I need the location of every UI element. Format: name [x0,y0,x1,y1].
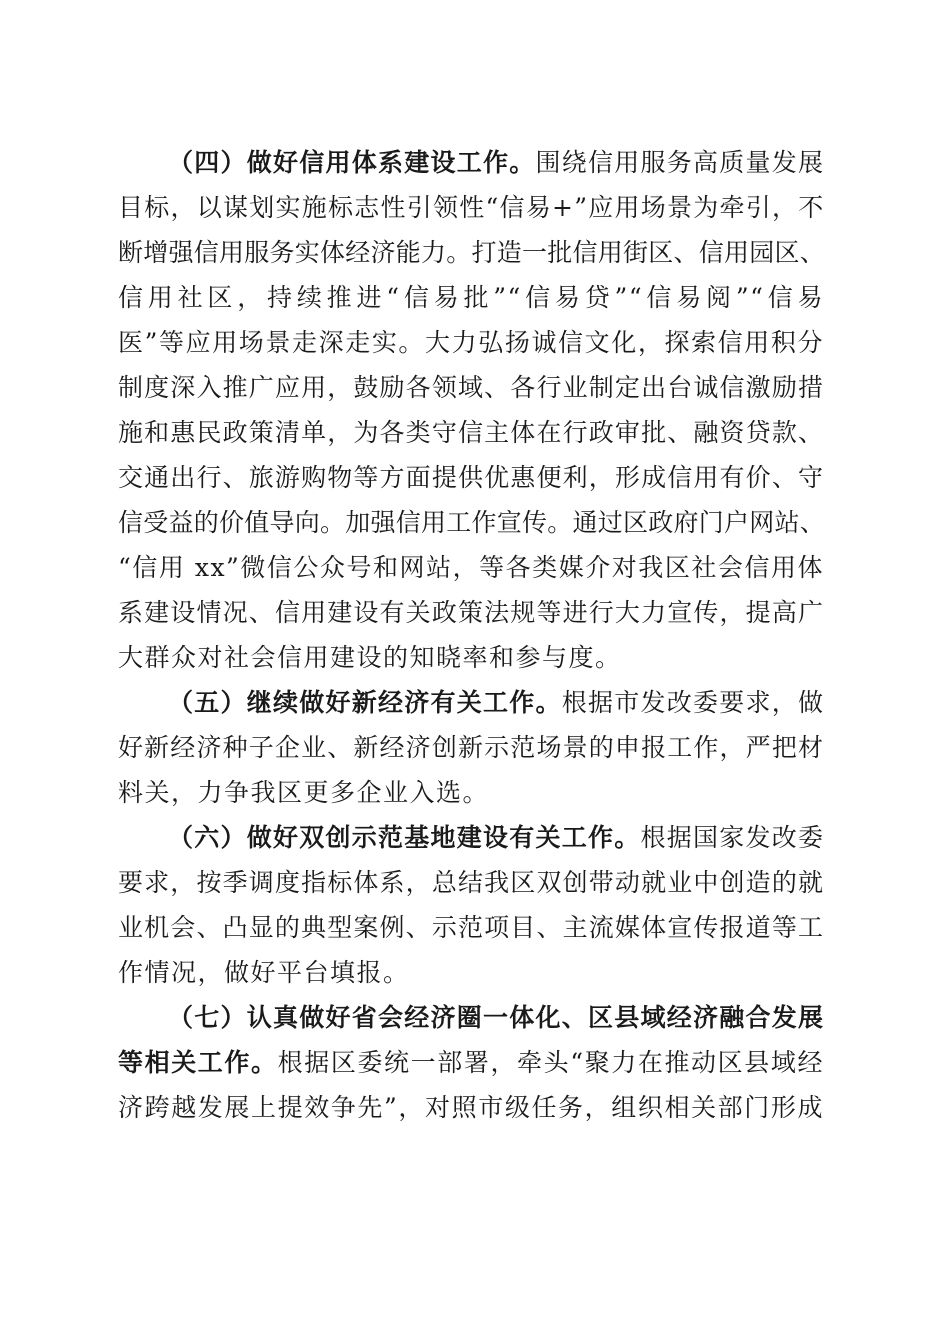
paragraph-4-line-1 [168,148,824,178]
paragraph-7-heading-line-1: （七）认真做好省会经济圈一体化、区县域经济融合发展 [168,1003,825,1032]
paragraph-4-line-9: 信受益的价值导向。加强信用工作宣传。通过区政府门户网站、 [118,508,826,537]
paragraph-6-line-2: 要求，按季调度指标体系，总结我区双创带动就业中创造的就 [118,868,824,897]
paragraph-4-line-8: 交通出行、旅游购物等方面提供优惠便利，形成信用有价、守 [118,463,824,492]
paragraph-4-line-5: 医”等应用场景走深走实。大力弘扬诚信文化，探索信用积分 [118,328,824,357]
paragraph-4-line-4: 信用社区，持续推进“信易批”“信易贷”“信易阅”“信易 [118,283,824,312]
paragraph-6-line-4: 作情况，做好平台填报。 [118,958,410,987]
paragraph-4-line-10: “信用 xx”微信公众号和网站，等各类媒介对我区社会信用体 [118,553,824,582]
paragraph-5-line-2: 好新经济种子企业、新经济创新示范场景的申报工作，严把材 [118,733,824,762]
paragraph-4-line-2: 目标，以谋划实施标志性引领性“信易+”应用场景为牵引，不 [118,193,825,222]
paragraph-5-line-3: 料关，力争我区更多企业入选。 [118,778,490,807]
paragraph-5-text: 根据市发改委要求，做 [561,688,825,717]
paragraph-6-text: 根据国家发改委 [640,823,825,852]
paragraph-4-line-6: 制度深入推广应用，鼓励各领域、各行业制定出台诚信激励措 [118,373,824,402]
paragraph-5-line-1 [168,688,824,718]
paragraph-6-heading: （六）做好双创示范基地建设有关工作。 [168,823,641,852]
paragraph-7-heading-end: 等相关工作。 [118,1048,278,1077]
paragraph-7-line-2 [118,1048,824,1078]
paragraph-7-line-3: 济跨越发展上提效争先”，对照市级任务，组织相关部门形成 [118,1093,824,1122]
paragraph-4-heading: （四）做好信用体系建设工作。 [168,148,536,177]
paragraph-4-line-3: 断增强信用服务实体经济能力。打造一批信用街区、信用园区、 [118,238,826,267]
paragraph-4-text: 围绕信用服务高质量发展 [535,148,825,177]
paragraph-4-line-12: 大群众对社会信用建设的知晓率和参与度。 [118,643,622,672]
paragraph-4-line-7: 施和惠民政策清单，为各类守信主体在行政审批、融资贷款、 [118,418,824,447]
paragraph-7-text: 根据区委统一部署，牵头“聚力在推动区县域经 [277,1048,824,1077]
paragraph-5-heading: （五）继续做好新经济有关工作。 [168,688,562,717]
paragraph-4-line-11: 系建设情况、信用建设有关政策法规等进行大力宣传，提高广 [118,598,824,627]
paragraph-6-line-1 [168,823,824,853]
paragraph-6-line-3: 业机会、凸显的典型案例、示范项目、主流媒体宣传报道等工 [118,913,824,942]
